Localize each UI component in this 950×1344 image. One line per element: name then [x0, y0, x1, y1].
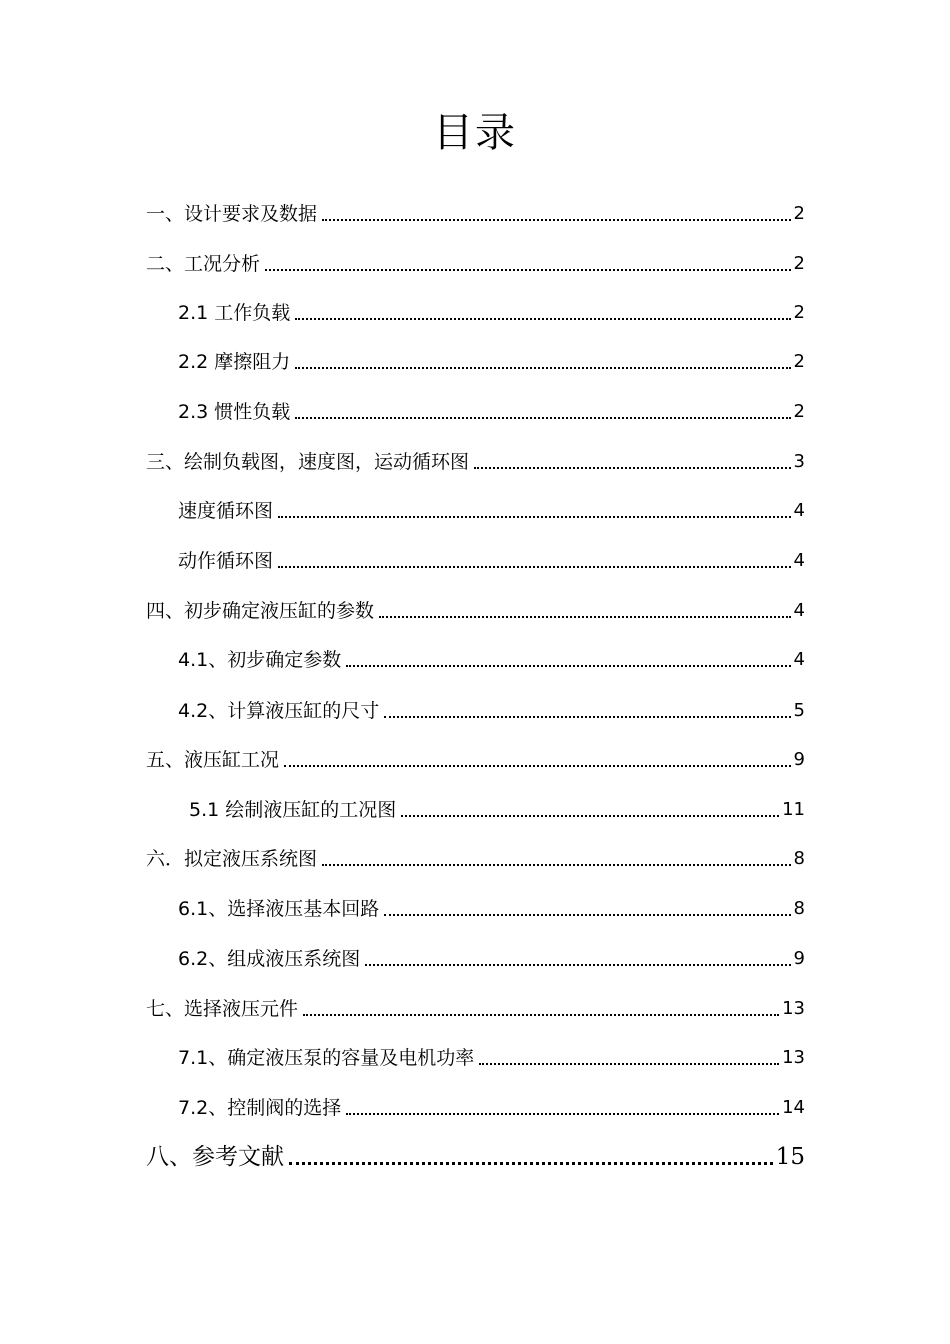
toc-entry-label: 7.2、控制阀的选择 [178, 1097, 342, 1119]
toc-entry-2-3[interactable] [178, 394, 805, 424]
toc-entry-label: 六．拟定液压系统图 [146, 848, 318, 870]
toc-leader-dots [379, 616, 791, 618]
toc-entry-5[interactable] [146, 742, 805, 772]
toc-entry-label: 动作循环图 [178, 550, 274, 572]
toc-entry-page: 14 [782, 1097, 805, 1118]
toc-entry-page: 2 [793, 203, 805, 224]
toc-entry-label: 速度循环图 [178, 500, 274, 522]
toc-entry-page: 13 [782, 998, 805, 1019]
toc-leader-dots [384, 716, 790, 718]
toc-leader-dots [346, 665, 790, 667]
toc-entry-label: 四、初步确定液压缸的参数 [146, 600, 375, 622]
toc-leader-dots [474, 467, 791, 469]
toc-leader-dots [284, 765, 791, 767]
toc-entry-page: 5 [793, 700, 805, 721]
toc-entry-label: 二、工况分析 [146, 253, 261, 275]
toc-entry-7-2[interactable] [178, 1090, 805, 1120]
toc-entry-6-1[interactable] [178, 891, 805, 921]
toc-leader-dots [278, 566, 791, 568]
toc-entry-4[interactable] [146, 593, 805, 623]
toc-entry-6-2[interactable] [178, 941, 805, 971]
toc-entry-7-1[interactable] [178, 1040, 805, 1070]
toc-entry-page: 4 [793, 500, 805, 521]
page-title: 目录 [433, 110, 517, 156]
toc-entry-label: 7.1、确定液压泵的容量及电机功率 [178, 1047, 475, 1069]
toc-entry-page: 15 [775, 1144, 805, 1170]
toc-entry-5-1[interactable] [189, 792, 805, 822]
toc-entry-3[interactable] [146, 444, 805, 474]
toc-entry-page: 9 [793, 948, 805, 969]
toc-leader-dots [322, 219, 791, 221]
toc-entry-label: 5.1 绘制液压缸的工况图 [189, 799, 397, 821]
toc-entry-label: 4.1、初步确定参数 [178, 649, 342, 671]
toc-entry-speed-cycle[interactable] [178, 493, 805, 523]
toc-entry-2-2[interactable] [178, 344, 805, 374]
toc-entry-page: 2 [793, 253, 805, 274]
toc-entry-label: 2.3 惯性负载 [178, 401, 291, 423]
toc-entry-page: 3 [793, 451, 805, 472]
toc-entry-action-cycle[interactable] [178, 543, 805, 573]
toc-entry-page: 4 [793, 600, 805, 621]
toc-leader-dots [401, 815, 779, 817]
toc-leader-dots [479, 1063, 779, 1065]
toc-entry-page: 4 [793, 649, 805, 670]
toc-entry-page: 2 [793, 302, 805, 323]
toc-entry-1[interactable] [146, 196, 805, 226]
toc-entry-label: 八、参考文献 [146, 1144, 284, 1170]
toc-entry-label: 4.2、计算液压缸的尺寸 [178, 700, 380, 722]
toc-entry-page: 2 [793, 351, 805, 372]
toc-leader-dots [384, 914, 790, 916]
toc-leader-dots [265, 269, 791, 271]
toc-entry-7[interactable] [146, 991, 805, 1021]
toc-entry-label: 6.2、组成液压系统图 [178, 948, 361, 970]
toc-entry-page: 8 [793, 848, 805, 869]
toc-entry-6[interactable] [146, 841, 805, 871]
toc-entry-4-2[interactable] [178, 693, 805, 723]
toc-leader-dots [365, 964, 790, 966]
toc-entry-label: 2.1 工作负载 [178, 302, 291, 324]
toc-leader-dots [346, 1113, 779, 1115]
toc-leader-dots [295, 417, 790, 419]
toc-entry-page: 13 [782, 1047, 805, 1068]
toc-leader-dots [322, 864, 791, 866]
toc-leader-dots [303, 1014, 779, 1016]
toc-entry-label: 6.1、选择液压基本回路 [178, 898, 380, 920]
toc-entry-label: 五、液压缸工况 [146, 749, 280, 771]
toc-entry-label: 2.2 摩擦阻力 [178, 351, 291, 373]
toc-leader-dots [289, 1162, 773, 1165]
toc-entry-page: 4 [793, 550, 805, 571]
toc-entry-4-1[interactable] [178, 642, 805, 672]
toc-entry-page: 11 [782, 799, 805, 820]
toc-entry-2-1[interactable] [178, 295, 805, 325]
toc-entry-page: 8 [793, 898, 805, 919]
toc-entry-label: 一、设计要求及数据 [146, 203, 318, 225]
toc-leader-dots [295, 318, 790, 320]
toc-entry-2[interactable] [146, 246, 805, 276]
toc-leader-dots [295, 367, 790, 369]
toc-leader-dots [278, 516, 791, 518]
toc-entry-8[interactable] [146, 1136, 805, 1172]
toc-entry-label: 三、绘制负载图，速度图，运动循环图 [146, 451, 470, 473]
toc-entry-page: 2 [793, 401, 805, 422]
toc-entry-label: 七、选择液压元件 [146, 998, 299, 1020]
toc-entry-page: 9 [793, 749, 805, 770]
